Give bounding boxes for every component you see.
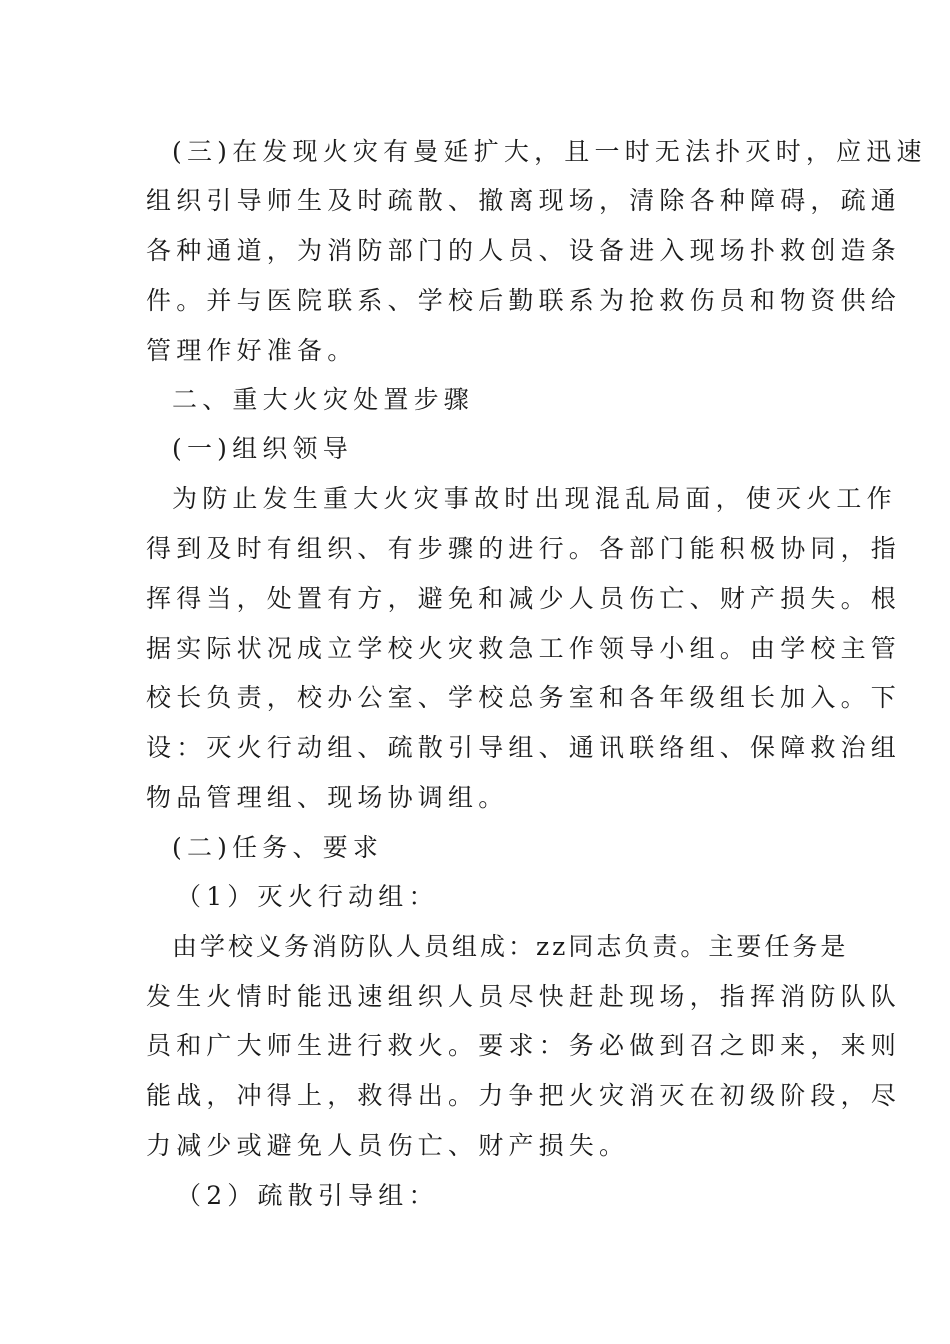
subsection-heading: (一)组织领导 — [172, 434, 353, 463]
paragraph-line: 为防止发生重大火灾事故时出现混乱局面，使灭火工作 — [172, 484, 897, 513]
paragraph-line: 管理作好准备。 — [146, 336, 358, 365]
paragraph-line: 由学校义务消防队人员组成：zz同志负责。主要任务是 — [172, 932, 849, 961]
section-heading: 二、重大火灾处置步骤 — [172, 385, 475, 414]
paragraph-line: 各种通道，为消防部门的人员、设备进入现场扑救创造条 — [146, 236, 902, 265]
paragraph-line: 发生火情时能迅速组织人员尽快赶赴现场，指挥消防队队 — [146, 982, 902, 1011]
paragraph-line: 组织引导师生及时疏散、撤离现场，清除各种障碍，疏通 — [146, 186, 902, 215]
paragraph-line: 得到及时有组织、有步骤的进行。各部门能积极协同，指 — [146, 534, 902, 563]
paragraph-line: 能战，冲得上，救得出。力争把火灾消灭在初级阶段，尽 — [146, 1081, 902, 1110]
paragraph-line: 力减少或避免人员伤亡、财产损失。 — [146, 1131, 630, 1160]
paragraph-line: 设：灭火行动组、疏散引导组、通讯联络组、保障救治组 — [146, 733, 902, 762]
subsection-heading: (二)任务、要求 — [172, 833, 384, 862]
paragraph-line: 挥得当，处置有方，避免和减少人员伤亡、财产损失。根 — [146, 584, 902, 613]
paragraph-line: 据实际状况成立学校火灾救急工作领导小组。由学校主管 — [146, 634, 902, 663]
item-heading: （2）疏散引导组： — [176, 1181, 439, 1210]
item-heading: （1）灭火行动组： — [176, 882, 439, 911]
paragraph-line: 员和广大师生进行救火。要求：务必做到召之即来，来则 — [146, 1031, 902, 1060]
paragraph-line: 件。并与医院联系、学校后勤联系为抢救伤员和物资供给 — [146, 286, 902, 315]
paragraph-line: (三)在发现火灾有曼延扩大，且一时无法扑灭时，应迅速 — [172, 137, 927, 166]
paragraph-line: 物品管理组、现场协调组。 — [146, 783, 509, 812]
paragraph-line: 校长负责，校办公室、学校总务室和各年级组长加入。下 — [146, 683, 902, 712]
